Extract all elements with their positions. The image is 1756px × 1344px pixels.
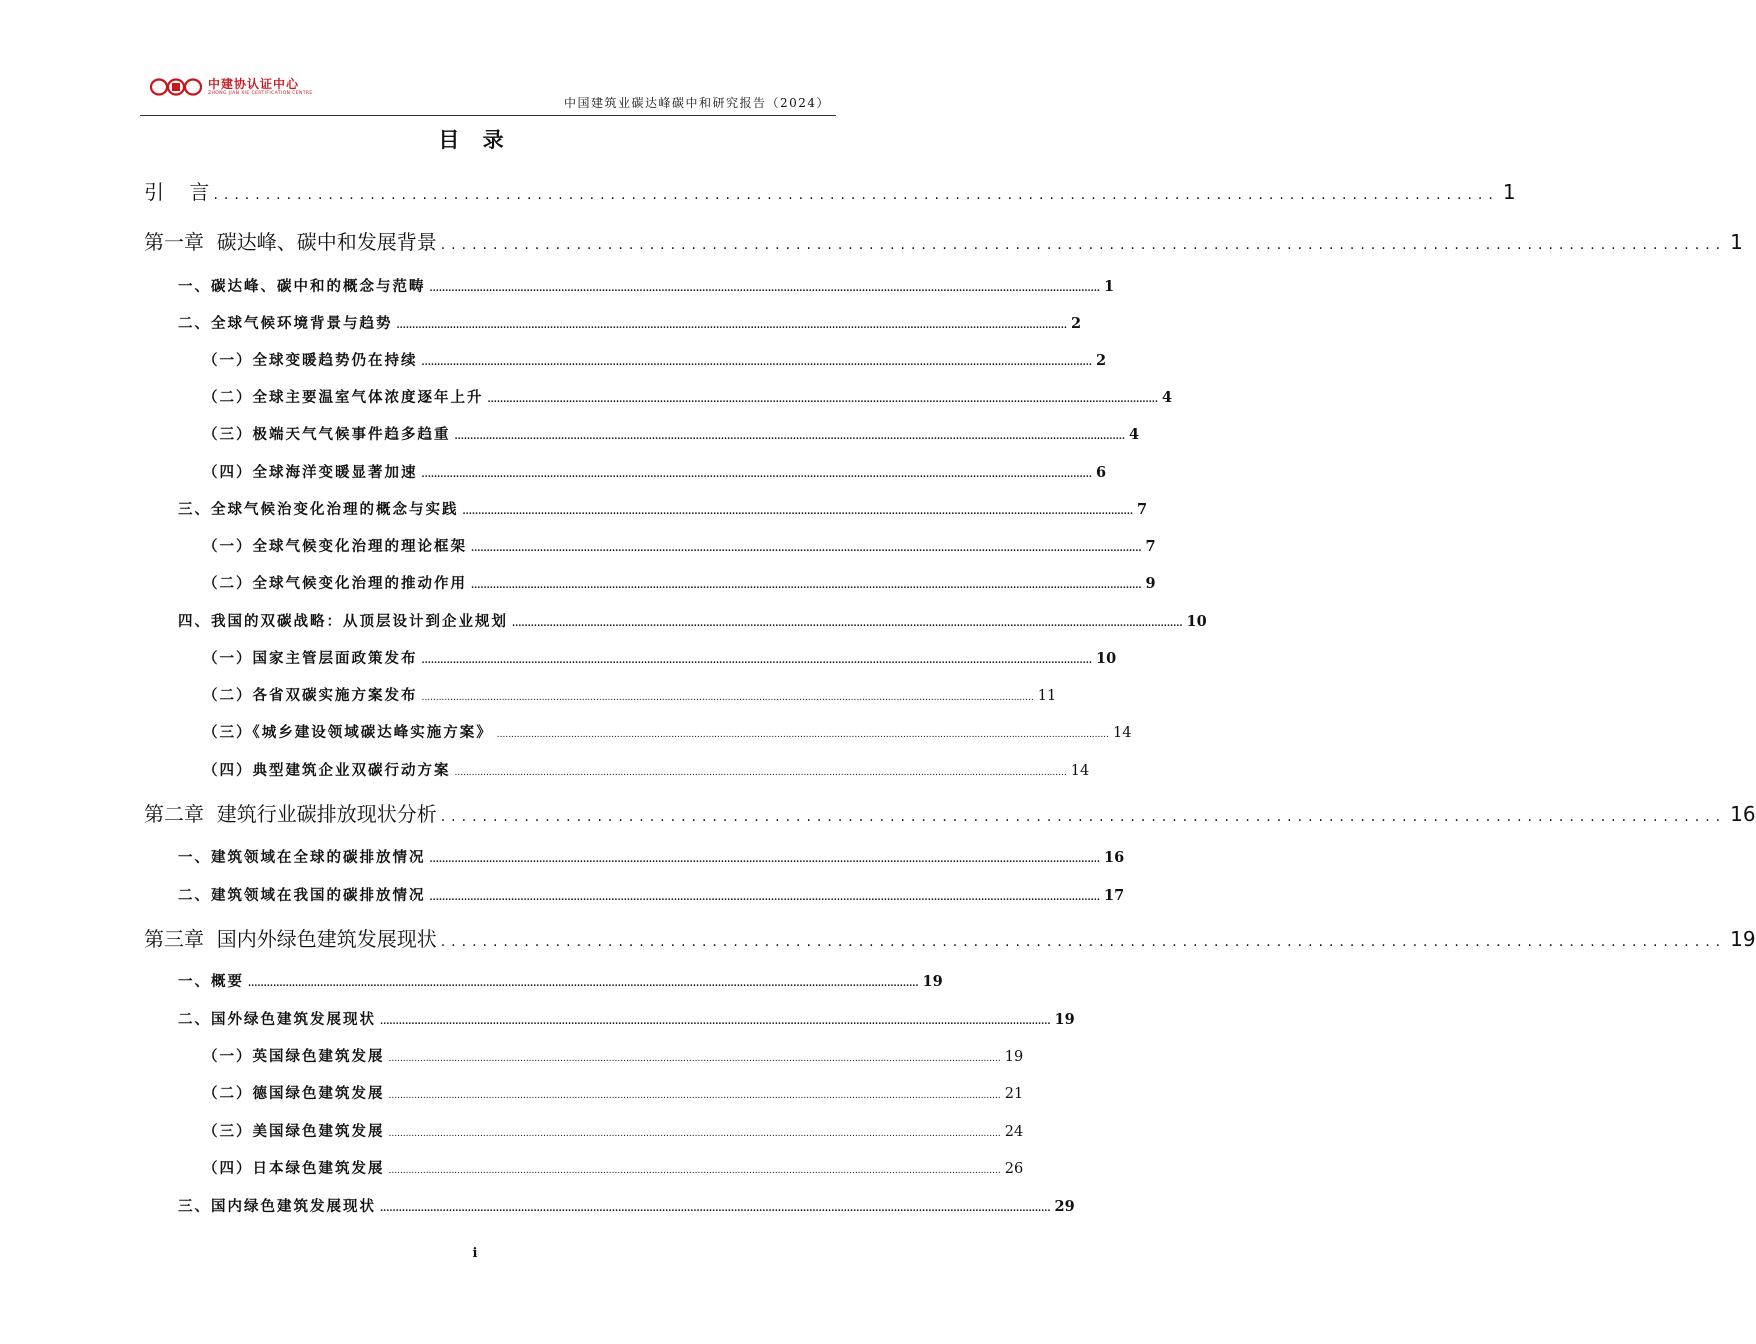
toc-page-number: 24 (1004, 1124, 1024, 1140)
toc-page-number: 11 (1037, 688, 1057, 704)
toc-entry-label: 一、概要 (178, 973, 244, 990)
toc-leader: ...................................................................................................................................................................................................................... (388, 1091, 1001, 1101)
toc-entry[interactable] (178, 610, 1207, 631)
toc-leader: ...................................................................................................................................................................................................................... (429, 855, 1101, 865)
toc-leader: ...................................................................................................................................................................................................................... (471, 544, 1142, 554)
toc-entry[interactable] (144, 923, 1756, 952)
toc-leader: ...................................................................................................................................................................................................................... (396, 321, 1068, 331)
toc-page-number: 9 (1145, 575, 1156, 592)
toc-entry[interactable] (203, 572, 1156, 593)
toc-leader: ...................................................................................................................................................................................................................... (462, 507, 1134, 517)
toc-leader: ...................................................................................................................................................................................................................... (421, 656, 1093, 666)
toc-leader: ...................................................................................................................................................................................................................... (487, 395, 1159, 405)
toc-entry[interactable] (203, 759, 1090, 780)
toc-entry-label: （三）美国绿色建筑发展 (203, 1123, 385, 1140)
toc-entry[interactable] (178, 970, 943, 991)
toc-leader: ...................................................................................................................................................................................................................... (248, 979, 919, 989)
toc-page-number: 16 (1104, 849, 1125, 866)
toc-leader: ...................................................................................................................................................................................................................... (471, 581, 1142, 591)
toc-leader: ...................................................................................................................................................................................................................... (380, 1204, 1051, 1214)
toc-title: 目 录 (438, 128, 512, 152)
toc-page-number: 17 (1104, 887, 1125, 904)
toc-entry[interactable] (203, 461, 1107, 482)
toc-page-number: 21 (1004, 1086, 1024, 1102)
toc-entry-label: （二）各省双碳实施方案发布 (203, 687, 418, 704)
toc-entry[interactable] (144, 226, 1743, 255)
toc-entry-label: 引 言 (144, 180, 210, 204)
toc-page-number: 2 (1071, 315, 1082, 332)
toc-leader: ........................................................................................................................... (440, 809, 1727, 825)
toc-page-number: 29 (1054, 1198, 1075, 1215)
toc-leader: ...................................................................................................................................................................................................................... (512, 619, 1183, 629)
toc-leader: ...................................................................................................................................................................................................................... (421, 358, 1093, 368)
toc-entry[interactable] (203, 1045, 1024, 1066)
toc-entry-label: （一）英国绿色建筑发展 (203, 1048, 385, 1065)
toc-page-number: 1 (1502, 180, 1516, 204)
toc-page-number: 16 (1730, 802, 1756, 826)
toc-leader: ...................................................................................................................................................................................................................... (454, 432, 1126, 442)
toc-entry-label: 二、国外绿色建筑发展现状 (178, 1011, 376, 1028)
toc-entry-label: （三）极端天气气候事件趋多趋重 (203, 426, 451, 443)
toc-page-number: 10 (1096, 650, 1117, 667)
toc-entry-label: 二、建筑领域在我国的碳排放情况 (178, 887, 426, 904)
toc-page-number: 4 (1129, 426, 1140, 443)
toc-leader: ........................................................................................................................... (440, 237, 1727, 253)
toc-entry[interactable] (178, 312, 1082, 333)
report-title: 中国建筑业碳达峰碳中和研究报告（2024） (563, 96, 830, 110)
toc-entry-label: （一）国家主管层面政策发布 (203, 650, 418, 667)
toc-leader: ...................................................................................................................................................................................................................... (421, 693, 1034, 703)
toc-page-number: 26 (1004, 1161, 1024, 1177)
toc-page-number: 19 (1004, 1049, 1024, 1065)
toc-entry-label: （一）全球气候变化治理的理论框架 (203, 538, 467, 555)
toc-entry[interactable] (203, 1157, 1024, 1178)
toc-entry-label: 第二章 建筑行业碳排放现状分析 (144, 802, 437, 826)
toc-page-number: 14 (1112, 725, 1132, 741)
toc-entry-label: （二）全球主要温室气体浓度逐年上升 (203, 389, 484, 406)
toc-entry[interactable] (178, 1195, 1075, 1216)
toc-leader: ...................................................................................................................................................................................................................... (429, 893, 1101, 903)
toc-entry-label: （三）《城乡建设领域碳达峰实施方案》 (203, 724, 493, 741)
toc-leader: ...................................................................................................................................................................................................................... (454, 768, 1067, 778)
toc-entry[interactable] (203, 721, 1132, 742)
toc-entry-label: 一、碳达峰、碳中和的概念与范畴 (178, 278, 426, 295)
toc-entry[interactable] (178, 275, 1115, 296)
toc-page-number: 4 (1162, 389, 1173, 406)
toc-entry-label: （二）全球气候变化治理的推动作用 (203, 575, 467, 592)
logo-name-cn: 中建协认证中心 (208, 77, 300, 91)
toc-entry[interactable] (203, 349, 1107, 370)
toc-leader: ...................................................................................................................................................................................................................... (380, 1017, 1051, 1027)
toc-entry[interactable] (144, 798, 1756, 827)
toc-entry-label: （四）典型建筑企业双碳行动方案 (203, 762, 451, 779)
toc-entry[interactable] (178, 846, 1125, 867)
toc-entry-label: 三、国内绿色建筑发展现状 (178, 1198, 376, 1215)
toc-leader: ...................................................................................................................................................................................................................... (429, 284, 1101, 294)
toc-leader: ........................................................................................................................... (213, 187, 1499, 203)
toc-leader: ........................................................................................................................... (440, 934, 1727, 950)
toc-entry-label: （一）全球变暖趋势仍在持续 (203, 352, 418, 369)
page-header (140, 70, 836, 116)
toc-entry-label: 三、全球气候治变化治理的概念与实践 (178, 501, 459, 518)
logo-rings-icon (150, 78, 202, 96)
toc-entry-label: 二、全球气候环境背景与趋势 (178, 315, 393, 332)
toc-leader: ...................................................................................................................................................................................................................... (388, 1129, 1001, 1139)
toc-page-number: 19 (1730, 927, 1756, 951)
toc-entry[interactable] (203, 1120, 1024, 1141)
toc-entry[interactable] (144, 176, 1516, 205)
logo-name-en: ZHONG JIAN XIE CERTIFICATION CENTRE (208, 91, 313, 96)
toc-entry[interactable] (203, 647, 1117, 668)
logo (150, 78, 313, 96)
toc-entry-label: 四、我国的双碳战略：从顶层设计到企业规划 (178, 613, 508, 630)
toc-page-number: 1 (1104, 278, 1115, 295)
toc-entry[interactable] (178, 884, 1125, 905)
toc-entry-label: 第三章 国内外绿色建筑发展现状 (144, 927, 437, 951)
toc-entry[interactable] (203, 1082, 1024, 1103)
toc-entry-label: （四）全球海洋变暖显著加速 (203, 464, 418, 481)
toc-entry-label: （二）德国绿色建筑发展 (203, 1085, 385, 1102)
toc-entry[interactable] (178, 498, 1148, 519)
toc-entry[interactable] (203, 423, 1140, 444)
toc-leader: ...................................................................................................................................................................................................................... (388, 1166, 1001, 1176)
toc-page-number: 19 (922, 973, 943, 990)
toc-entry-label: （四）日本绿色建筑发展 (203, 1160, 385, 1177)
toc-page-number: 6 (1096, 464, 1107, 481)
toc-entry[interactable] (178, 1008, 1075, 1029)
toc-leader: ...................................................................................................................................................................................................................... (496, 730, 1109, 740)
toc-page-number: 19 (1054, 1011, 1075, 1028)
toc-entry[interactable] (203, 386, 1173, 407)
toc-page-number: 7 (1145, 538, 1156, 555)
toc-leader: ...................................................................................................................................................................................................................... (421, 470, 1093, 480)
page-number-footer: i (472, 1246, 478, 1261)
toc-page-number: 1 (1730, 230, 1743, 254)
toc-entry-label: 一、建筑领域在全球的碳排放情况 (178, 849, 426, 866)
toc-entry[interactable] (203, 535, 1156, 556)
toc-entry[interactable] (203, 684, 1057, 705)
toc-leader: ...................................................................................................................................................................................................................... (388, 1054, 1001, 1064)
toc-page-number: 10 (1186, 613, 1207, 630)
toc-page-number: 7 (1137, 501, 1148, 518)
toc-entry-label: 第一章 碳达峰、碳中和发展背景 (144, 230, 437, 254)
toc-page-number: 14 (1070, 763, 1090, 779)
toc-page-number: 2 (1096, 352, 1107, 369)
